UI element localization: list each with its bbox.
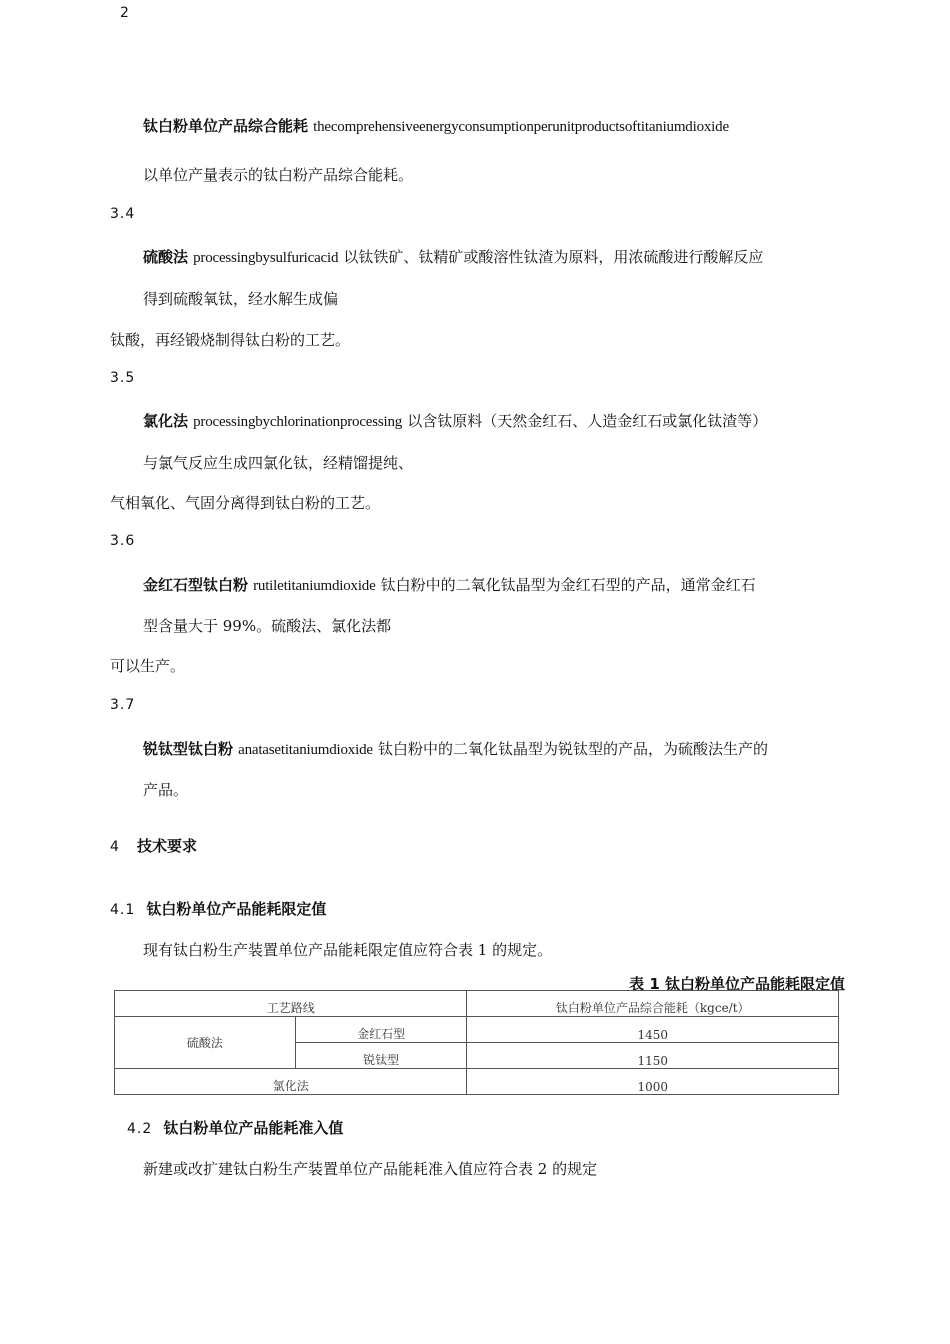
section-4-heading [110, 835, 197, 856]
section-4-2-number: 4.2 [127, 1121, 153, 1137]
term-3-7-def2: 产品。 [143, 781, 189, 799]
term-3-6-def2: 型含量大于 99%。硫酸法、氯化法都 [143, 617, 392, 635]
term-3-6-def1: 钛白粉中的二氧化钛晶型为金红石型的产品，通常金红石 [380, 576, 756, 594]
term-3-4-en: processingbysulfuricacid [193, 250, 339, 266]
section-4-1-heading [110, 898, 326, 919]
section-4-title: 技术要求 [137, 837, 198, 855]
clause-3-6-number: 3.6 [110, 533, 136, 549]
term-3-4-cn: 硫酸法 [143, 248, 189, 266]
table-1 [114, 990, 839, 1095]
term-3-3-cn: 钛白粉单位产品综合能耗 [143, 117, 309, 135]
table-row [115, 991, 839, 1017]
term-3-4-def1: 以钛铁矿、钛精矿或酸溶性钛渣为原料，用浓硫酸进行酸解反应 [343, 248, 764, 266]
term-3-6-line1 [143, 574, 756, 595]
clause-3-4-number: 3.4 [110, 206, 136, 222]
table-1-caption: 表 1 钛白粉单位产品能耗限定值 [629, 975, 845, 993]
section-4-1-title: 钛白粉单位产品能耗限定值 [146, 900, 327, 918]
table-cell-sulfuric: 硫酸法 [115, 1017, 296, 1069]
term-3-5-def3: 气相氧化、气固分离得到钛白粉的工艺。 [110, 494, 381, 512]
term-3-5-def1: 以含钛原料（天然金红石、人造金红石或氯化钛渣等） [407, 412, 768, 430]
section-4-2-heading [127, 1117, 343, 1138]
term-3-7-def1: 钛白粉中的二氧化钛晶型为锐钛型的产品，为硫酸法生产的 [377, 740, 768, 758]
term-3-6-en: rutiletitaniumdioxide [253, 578, 376, 594]
term-3-6-cn: 金红石型钛白粉 [143, 576, 249, 594]
term-3-4-line1 [143, 246, 763, 267]
term-3-5-def2: 与氯气反应生成四氯化钛，经精馏提纯、 [143, 454, 414, 472]
clause-3-5-number: 3.5 [110, 370, 136, 386]
term-3-3-definition: 以单位产量表示的钛白粉产品综合能耗。 [143, 166, 414, 184]
table-header-value: 钛白粉单位产品综合能耗（kgce/t） [467, 991, 839, 1017]
section-4-1-body: 现有钛白粉生产装置单位产品能耗限定值应符合表 1 的规定。 [143, 941, 553, 959]
table-cell-chlorination: 氯化法 [115, 1069, 467, 1095]
page-number: 2 [120, 5, 130, 21]
section-4-1-number: 4.1 [110, 902, 136, 918]
table-cell-anatase: 锐钛型 [295, 1043, 467, 1069]
section-4-number: 4 [110, 839, 120, 855]
term-3-3-en: thecomprehensiveenergyconsumptionperunitproductsoftitaniumdioxide [313, 119, 729, 135]
table-row [115, 1017, 839, 1043]
term-3-7-line1 [143, 738, 768, 759]
term-3-5-cn: 氯化法 [143, 412, 189, 430]
table-cell-rutile: 金红石型 [295, 1017, 467, 1043]
term-3-3-line [143, 115, 729, 136]
table-cell-anatase-value: 1150 [467, 1043, 839, 1069]
table-cell-rutile-value: 1450 [467, 1017, 839, 1043]
section-4-2-title: 钛白粉单位产品能耗准入值 [163, 1119, 344, 1137]
clause-3-7-number: 3.7 [110, 697, 136, 713]
term-3-5-line1 [143, 410, 767, 431]
table-header-route: 工艺路线 [115, 991, 467, 1017]
term-3-7-en: anatasetitaniumdioxide [238, 742, 373, 758]
section-4-2-body: 新建或改扩建钛白粉生产装置单位产品能耗准入值应符合表 2 的规定 [143, 1160, 598, 1178]
term-3-6-def3: 可以生产。 [110, 657, 186, 675]
table-cell-chlorination-value: 1000 [467, 1069, 839, 1095]
term-3-4-def3: 钛酸，再经锻烧制得钛白粉的工艺。 [110, 331, 351, 349]
term-3-7-cn: 锐钛型钛白粉 [143, 740, 234, 758]
table-row [115, 1069, 839, 1095]
term-3-5-en: processingbychlorinationprocessing [193, 414, 403, 430]
term-3-4-def2: 得到硫酸氧钛，经水解生成偏 [143, 290, 339, 308]
